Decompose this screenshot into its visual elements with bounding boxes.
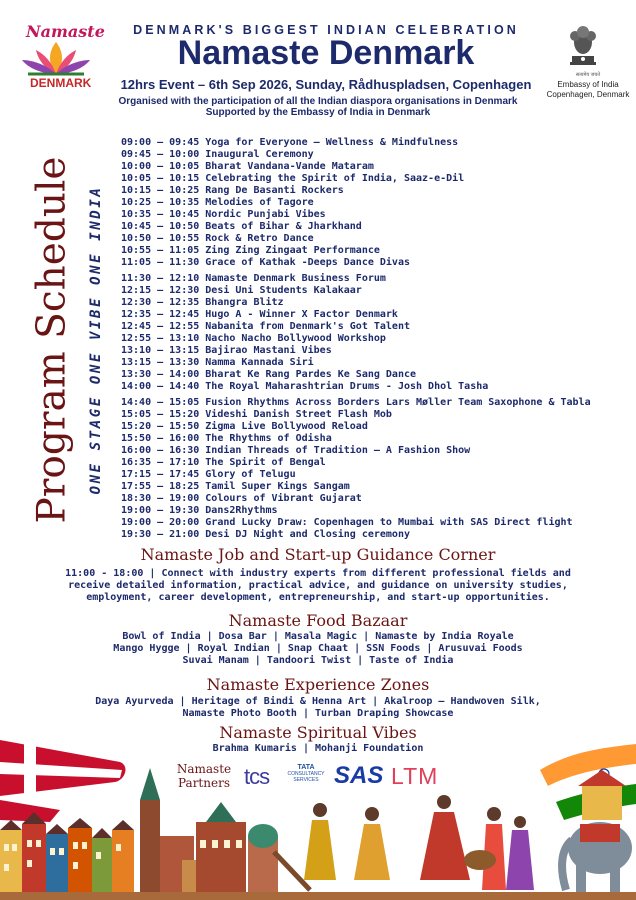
ashoka-emblem-icon [566,22,600,70]
schedule-row: 16:35 – 17:10 The Spirit of Bengal [121,457,326,468]
indian-dancers-illustration [274,795,534,890]
job-corner-line: receive detailed information, practical advice, and guidance on university studies, [68,580,568,591]
event-details: 12hrs Event – 6th Sep 2026, Sunday, Rådhuspladsen, Copenhagen [120,77,532,92]
job-corner-line: employment, career development, entrepreneurship, and start-up opportunities. [86,592,550,603]
job-corner-line: 11:00 - 18:00 | Connect with industry experts from different professional fields and [65,568,571,579]
schedule-row: 10:00 – 10:05 Bharat Vandana-Vande Mataram [121,161,374,172]
experience-zones-line: Daya Ayurveda | Heritage of Bindi & Henna Art | Akalroop – Handwoven Silk, [95,696,541,707]
tcs-logo: tcs [244,764,270,789]
program-schedule [121,137,631,541]
schedule-row: 13:30 – 14:00 Bharat Ke Rang Pardes Ke Sang Dance [121,369,417,380]
schedule-row: 12:45 – 12:55 Nabanita from Denmark's Got Talent [121,321,410,332]
schedule-row: 19:00 – 20:00 Grand Lucky Draw: Copenhagen to Mumbai with SAS Direct flight [121,517,573,528]
embassy-motto: सत्यमेव जयते [575,72,601,78]
schedule-row: 10:35 – 10:45 Nordic Punjabi Vibes [121,209,326,220]
schedule-row: 11:30 – 12:10 Namaste Denmark Business Forum [121,273,386,284]
schedule-row: 16:00 – 16:30 Indian Threads of Tradition – A Fashion Show [121,445,471,456]
schedule-row: 15:20 – 15:50 Zigma Live Bollywood Reload [121,421,368,432]
schedule-group-midday [121,273,631,393]
schedule-row: 19:00 – 19:30 Dans2Rhythms [121,505,278,516]
job-corner-title: Namaste Job and Start-up Guidance Corner [140,545,496,564]
schedule-row: 10:50 – 10:55 Rock & Retro Dance [121,233,314,244]
schedule-row: 10:05 – 10:15 Celebrating the Spirit of India, Saaz-e-Dil [121,173,465,184]
schedule-row: 18:30 – 19:00 Colours of Vibrant Gujarat [121,493,362,504]
schedule-group-afternoon [121,397,631,541]
schedule-row: 11:05 – 11:30 Grace of Kathak -Deeps Dance Divas [121,257,410,268]
schedule-row: 14:40 – 15:05 Fusion Rhythms Across Borders Lars Møller Team Saxophone & Tabla [121,397,591,408]
food-bazaar-line: Bowl of India | Dosa Bar | Masala Magic | Namaste by India Royale [122,631,514,642]
sas-logo: SAS [334,762,384,789]
schedule-row: 12:30 – 12:35 Bhangra Blitz [121,297,284,308]
food-bazaar-title: Namaste Food Bazaar [228,611,408,630]
tagline: DENMARK'S BIGGEST INDIAN CELEBRATION [133,23,519,37]
ltm-logo: LTM [391,763,439,789]
logo-top-text: Namaste [26,22,105,41]
danish-flag-icon [0,740,125,822]
job-corner-body [0,568,636,604]
supported-line: Supported by the Embassy of India in Denmark [205,107,431,118]
schedule-row: 09:00 – 09:45 Yoga for Everyone – Wellness & Mindfulness [121,137,459,148]
partners-label: Namaste Partners [176,762,232,790]
spiritual-vibes-line: Brahma Kumaris | Mohanji Foundation [212,743,424,754]
schedule-row: 10:55 – 11:05 Zing Zing Zingaat Performance [121,245,380,256]
schedule-row: 14:00 – 14:40 The Royal Maharashtrian Drums - Josh Dhol Tasha [121,381,489,392]
schedule-row: 15:50 – 16:00 The Rhythms of Odisha [121,433,332,444]
embassy-location: Copenhagen, Denmark [546,90,630,99]
schedule-row: 12:35 – 12:45 Hugo A - Winner X Factor Denmark [121,309,398,320]
tata-consultancy-logo: TATA CONSULTANCY SERVICES [287,764,325,783]
food-bazaar-line: Mango Hygge | Royal Indian | Snap Chaat | SSN Foods | Arusuvai Foods [113,643,523,654]
experience-zones-body [0,696,636,720]
schedule-row: 19:30 – 21:00 Desi DJ Night and Closing ceremony [121,529,410,540]
embassy-name: Embassy of India [557,80,619,89]
schedule-row: 12:55 – 13:10 Nacho Nacho Bollywood Workshop [121,333,386,344]
schedule-row: 17:55 – 18:25 Tamil Super Kings Sangam [121,481,350,492]
schedule-row: 15:05 – 15:20 Videshi Danish Street Flash Mob [121,409,392,420]
schedule-row: 09:45 – 10:00 Inaugural Ceremony [121,149,314,160]
logo-bottom-text: DENMARK [30,76,92,90]
lotus-icon [18,40,94,78]
experience-zones-title: Namaste Experience Zones [206,675,430,694]
spiritual-vibes-title: Namaste Spiritual Vibes [219,723,417,742]
schedule-row: 10:15 – 10:25 Rang De Basanti Rockers [121,185,344,196]
schedule-row: 13:10 – 13:15 Bajirao Mastani Vibes [121,345,332,356]
schedule-row: 10:25 – 10:35 Melodies of Tagore [121,197,314,208]
schedule-row: 10:45 – 10:50 Beats of Bihar & Jharkhand [121,221,362,232]
namaste-denmark-logo [16,22,105,94]
page-title: Namaste Denmark [177,34,475,72]
schedule-row: 13:15 – 13:30 Namma Kannada Siri [121,357,314,368]
schedule-row: 17:15 – 17:45 Glory of Telugu [121,469,296,480]
organised-line: Organised with the participation of all the Indian diaspora organisations in Denmark [118,96,518,107]
schedule-group-morning [121,137,631,269]
food-bazaar-line: Suvai Manam | Tandoori Twist | Taste of India [182,655,454,666]
food-bazaar-body [0,631,636,667]
experience-zones-line: Namaste Photo Booth | Turban Draping Showcase [182,708,454,719]
schedule-row: 12:15 – 12:30 Desi Uni Students Kalakaar [121,285,362,296]
